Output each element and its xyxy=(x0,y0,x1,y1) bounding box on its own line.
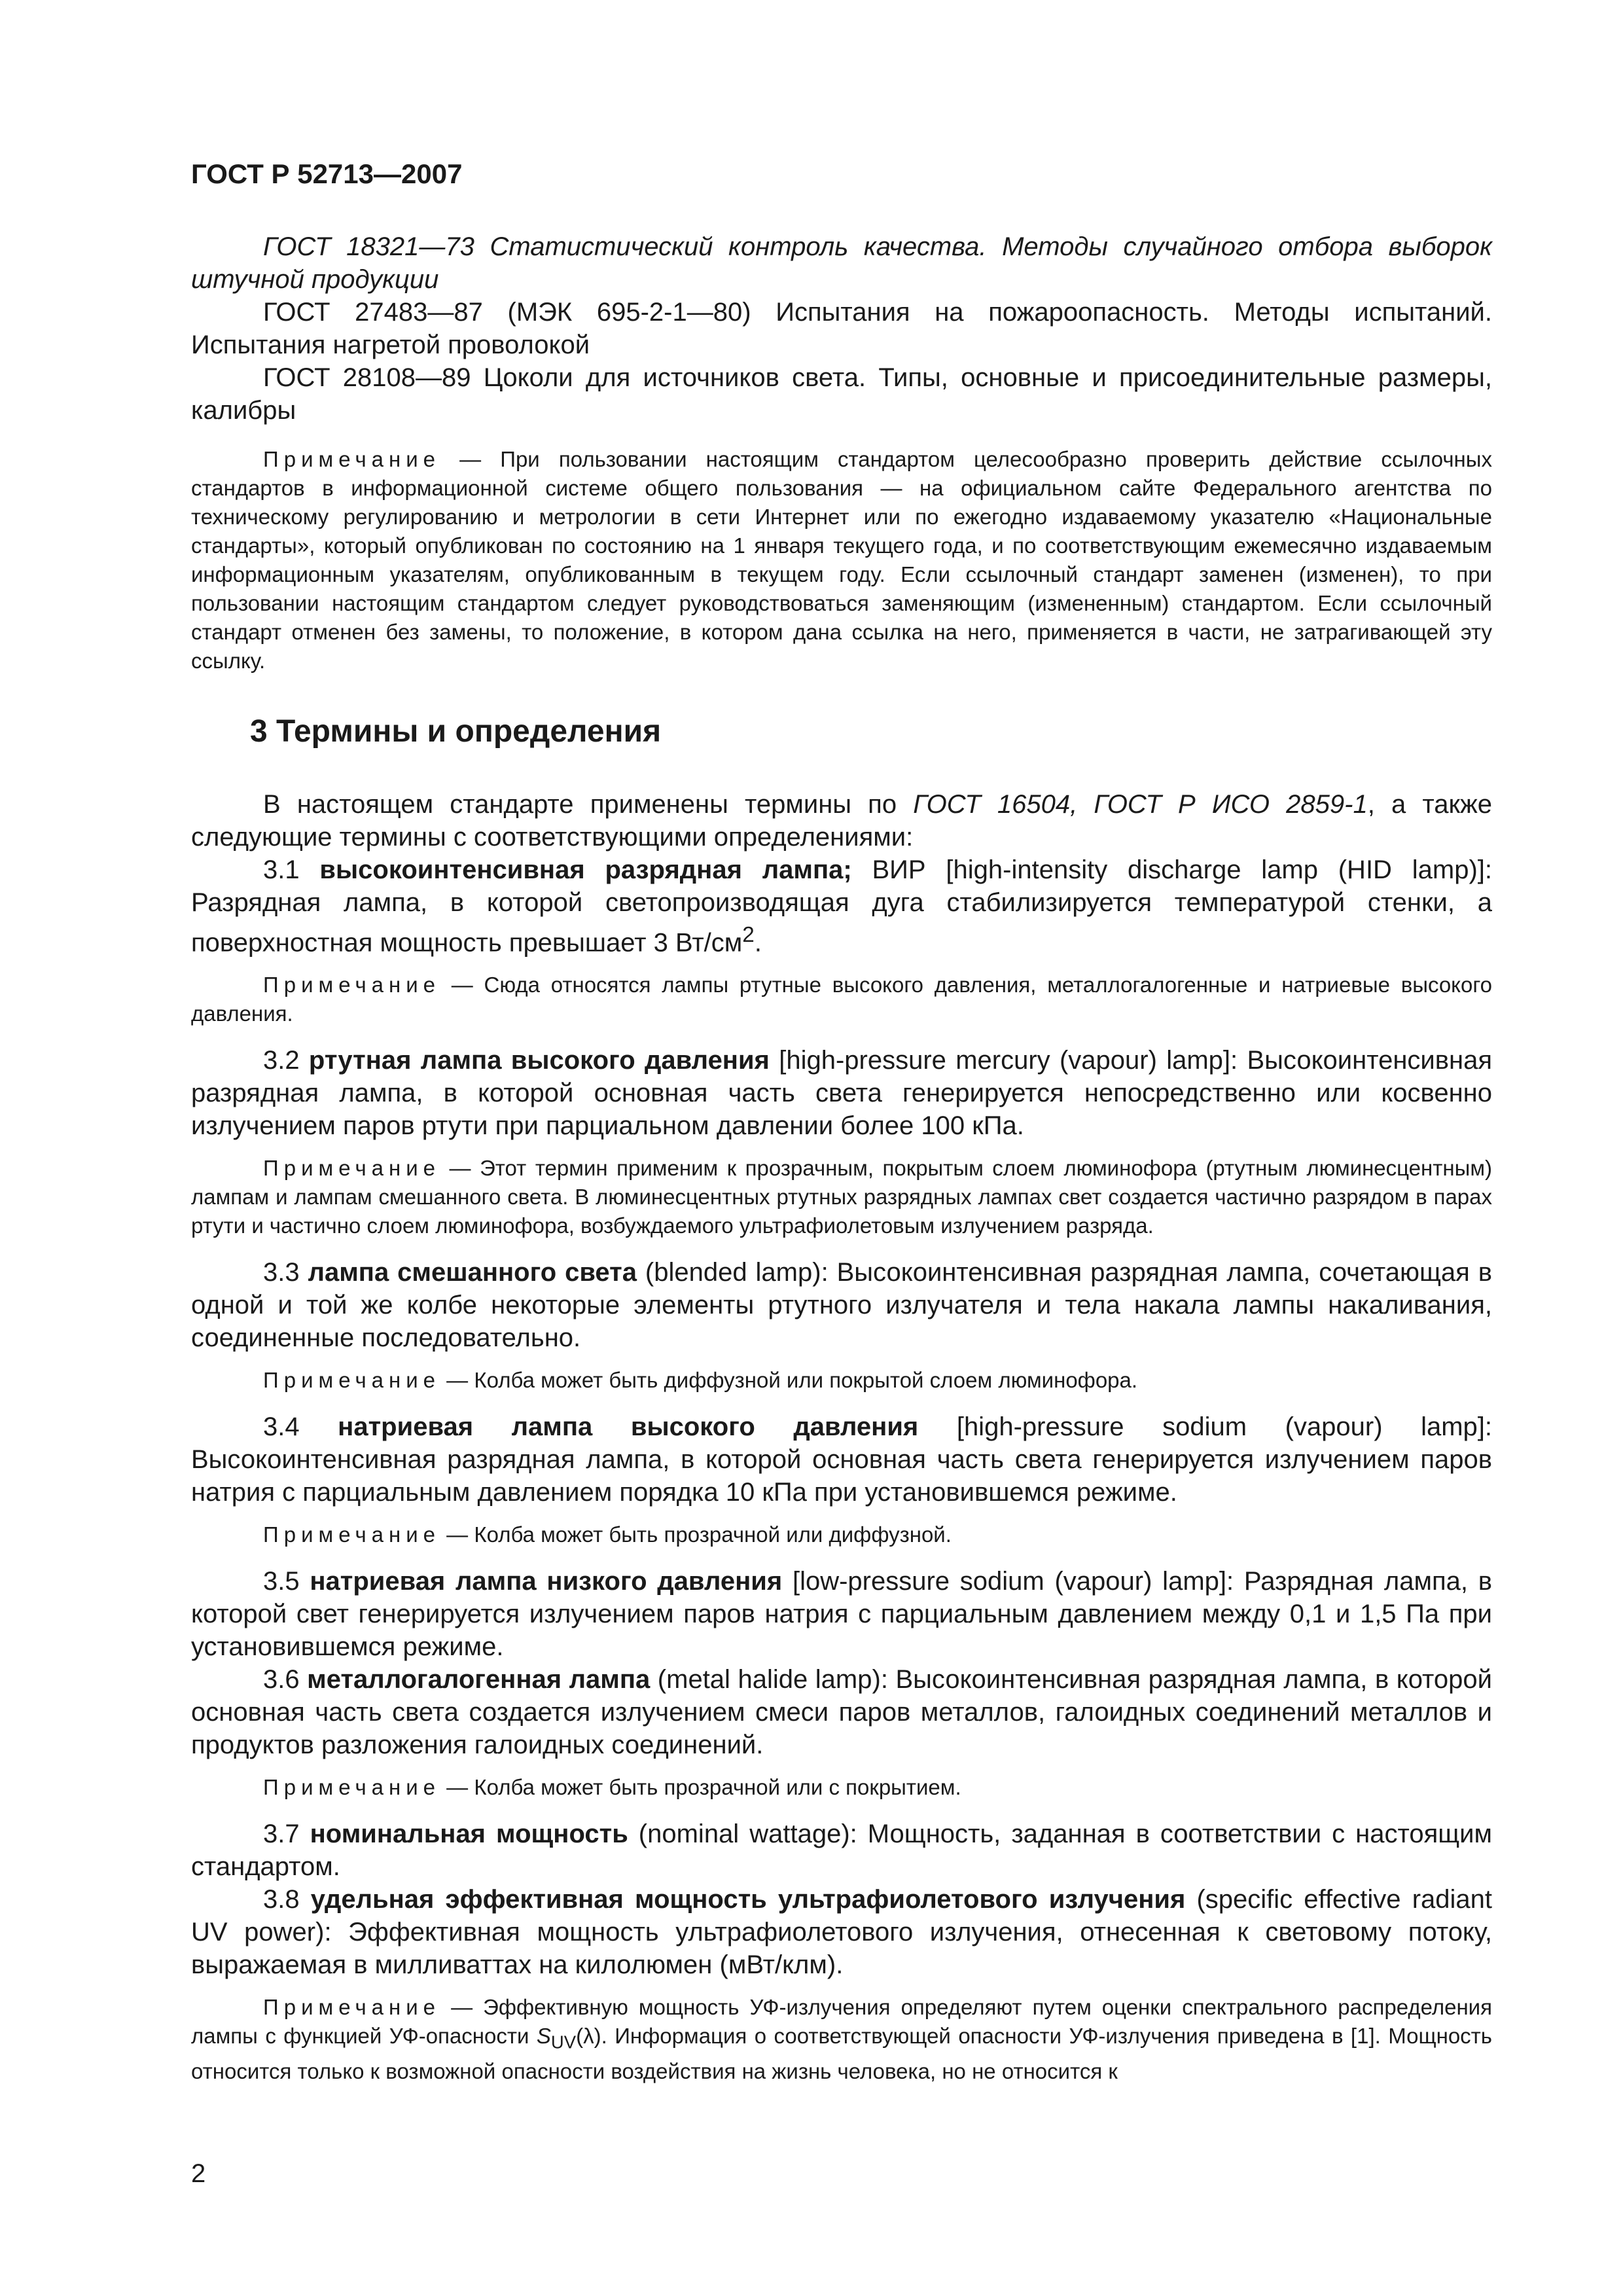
note-text: — Колба может быть прозрачной или диффузной. xyxy=(440,1522,952,1547)
note-label: Примечание xyxy=(263,973,441,997)
intro-text-end: , а также следующие термины с соответствующими определениями: xyxy=(191,790,1492,852)
subscript-uv: UV xyxy=(550,2032,577,2053)
term-number: 3.8 xyxy=(263,1885,311,1914)
term-definition: [high-pressure mercury (vapour) lamp]: Высокоинтенсивная разрядная лампа, в которой основная часть света генерируется непосредственно или косвенно излучением паров ртути при парциальном давлении более 100 кПа. xyxy=(191,1046,1493,1141)
term-definition: (specific effective radiant UV power): Эффективная мощность ультрафиолетового излучения, отнесенная к световому потоку, выражаемая в милливаттах на килолюмен (мВт/клм). xyxy=(191,1885,1492,1980)
term-number: 3.5 xyxy=(263,1567,310,1596)
term-name: металлогалогенная лампа xyxy=(307,1665,651,1695)
page-number: 2 xyxy=(191,2159,206,2188)
term-number: 3.6 xyxy=(263,1665,308,1695)
term-name: высокоинтенсивная разрядная лампа; xyxy=(319,855,852,884)
note-text-end: . Информация о соответствующей опасности УФ-излучения приведена в [1]. Мощность относится только к возможной опасности воздействия на жизнь человека, но не относится к xyxy=(191,2024,1492,2083)
term-name: натриевая лампа низкого давления xyxy=(310,1567,783,1596)
note-3-2 xyxy=(191,1154,1492,1240)
note-label: Примечание xyxy=(263,1368,441,1393)
superscript: 2 xyxy=(742,923,755,947)
term-end: . xyxy=(754,928,762,958)
term-number: 3.2 xyxy=(263,1046,309,1075)
note-label: Примечание xyxy=(263,447,441,471)
intro-references: ГОСТ 16504, ГОСТ Р ИСО 2859-1 xyxy=(913,790,1368,819)
note-3-1 xyxy=(191,971,1492,1028)
note-3-8 xyxy=(191,1993,1492,2086)
term-3-1 xyxy=(191,853,1492,959)
section-title: 3 Термины и определения xyxy=(250,714,662,749)
term-number: 3.7 xyxy=(263,1820,310,1849)
reference-gost-28108: ГОСТ 28108—89 Цоколи для источников света. Типы, основные и присоединительные размеры, калибры xyxy=(191,363,1492,425)
note-3-3 xyxy=(191,1366,1492,1395)
section-intro xyxy=(191,788,1492,853)
note-text: — Колба может быть диффузной или покрытой слоем люминофора. xyxy=(440,1368,1138,1393)
note-label: Примечание xyxy=(263,1156,441,1181)
symbol-lambda: (λ) xyxy=(576,2024,601,2049)
symbol-s: S xyxy=(536,2024,551,2049)
note-label: Примечание xyxy=(263,1775,441,1800)
term-name: натриевая лампа высокого давления xyxy=(338,1412,919,1442)
term-name: ртутная лампа высокого давления xyxy=(308,1046,770,1075)
term-3-7 xyxy=(191,1818,1492,1883)
term-definition: (nominal wattage): Мощность, заданная в соответствии с настоящим стандартом. xyxy=(191,1820,1492,1882)
term-definition: [high-pressure sodium (vapour) lamp]: Высокоинтенсивная разрядная лампа, в которой основная часть света генерируется излучением паров натрия с парциальным давлением порядка 10 кПа при установившемся режиме. xyxy=(191,1412,1493,1507)
term-definition: ВИР [high-intensity discharge lamp (HID lamp)]: Разрядная лампа, в которой светопроизводящая дуга стабилизируется температурой стенки, а поверхностная мощность превышает 3 Вт/см xyxy=(191,855,1492,958)
term-name: удельная эффективная мощность ультрафиолетового излучения xyxy=(310,1885,1186,1914)
term-name: номинальная мощность xyxy=(310,1820,628,1849)
note-text: — Эффективную мощность УФ-излучения определяют путем оценки спектрального распределения лампы с функцией УФ-опасности xyxy=(191,1995,1492,2049)
term-3-8 xyxy=(191,1883,1492,1981)
note-label: Примечание xyxy=(263,1995,441,2020)
term-3-6 xyxy=(191,1663,1492,1761)
note-label: Примечание xyxy=(263,1522,441,1547)
term-number: 3.4 xyxy=(263,1412,338,1442)
note-text: — Сюда относятся лампы ртутные высокого давления, металлогалогенные и натриевые высокого давления. xyxy=(191,973,1492,1026)
term-definition: [low-pressure sodium (vapour) lamp]: Разрядная лампа, в которой свет генерируется излучением паров натрия с парциальным давлением между 0,1 и 1,5 Па при установившемся режиме. xyxy=(191,1567,1492,1662)
reference-gost-18321: ГОСТ 18321—73 Статистический контроль качества. Методы случайного отбора выборок штучной продукции xyxy=(191,232,1492,294)
term-3-3 xyxy=(191,1256,1492,1354)
term-number: 3.3 xyxy=(263,1258,308,1287)
intro-text: В настоящем стандарте применены термины по xyxy=(263,790,914,819)
note-text: — Этот термин применим к прозрачным, покрытым слоем люминофора (ртутным люминесцентным) лампам и лампам смешанного света. В люминесцентных ртутных разрядных лампах свет создается частично разрядом в парах ртути и частично слоем люминофора, возбуждаемого ультрафиолетовым излучением разряда. xyxy=(191,1156,1492,1238)
note-text: — При пользовании настоящим стандартом целесообразно проверить действие ссылочных стандартов в информационной системе общего пользования — на официальном сайте Федерального агентства по техническому регулированию и метрологии в сети Интернет или по ежегодно издаваемому указателю «Национальные стандарты», который опубликован по состоянию на 1 января текущего года, и по соответствующим ежемесячно издаваемым информационным указателям, опубликованным в текущем году. Если ссылочный стандарт заменен (изменен), то при пользовании настоящим стандартом следует руководствоваться заменяющим (измененным) стандартом. Если ссылочный стандарт отменен без замены, то положение, в котором дана ссылка на него, применяется в части, не затрагивающей эту ссылку. xyxy=(191,447,1492,673)
note-3-6 xyxy=(191,1773,1492,1802)
term-3-4 xyxy=(191,1410,1492,1509)
reference-gost-27483: ГОСТ 27483—87 (МЭК 695-2-1—80) Испытания на пожароопасность. Методы испытаний. Испытания нагретой проволокой xyxy=(191,298,1492,359)
note-text: — Колба может быть прозрачной или с покрытием. xyxy=(440,1775,961,1800)
term-3-2 xyxy=(191,1044,1492,1142)
document-page xyxy=(191,157,1492,2102)
term-name: лампа смешанного света xyxy=(308,1258,637,1287)
term-definition: (blended lamp): Высокоинтенсивная разрядная лампа, сочетающая в одной и той же колбе некоторые элементы ртутного излучателя и тела накала лампы накаливания, соединенные последовательно. xyxy=(191,1258,1493,1353)
term-number: 3.1 xyxy=(263,855,320,884)
document-header: ГОСТ Р 52713—2007 xyxy=(191,158,463,189)
note-3-4 xyxy=(191,1520,1492,1549)
term-definition: (metal halide lamp): Высокоинтенсивная разрядная лампа, в которой основная часть света создается излучением смеси паров металлов, галоидных соединений металлов и продуктов разложения галоидных соединений. xyxy=(191,1665,1493,1760)
note-references xyxy=(191,445,1492,675)
term-3-5 xyxy=(191,1565,1492,1663)
